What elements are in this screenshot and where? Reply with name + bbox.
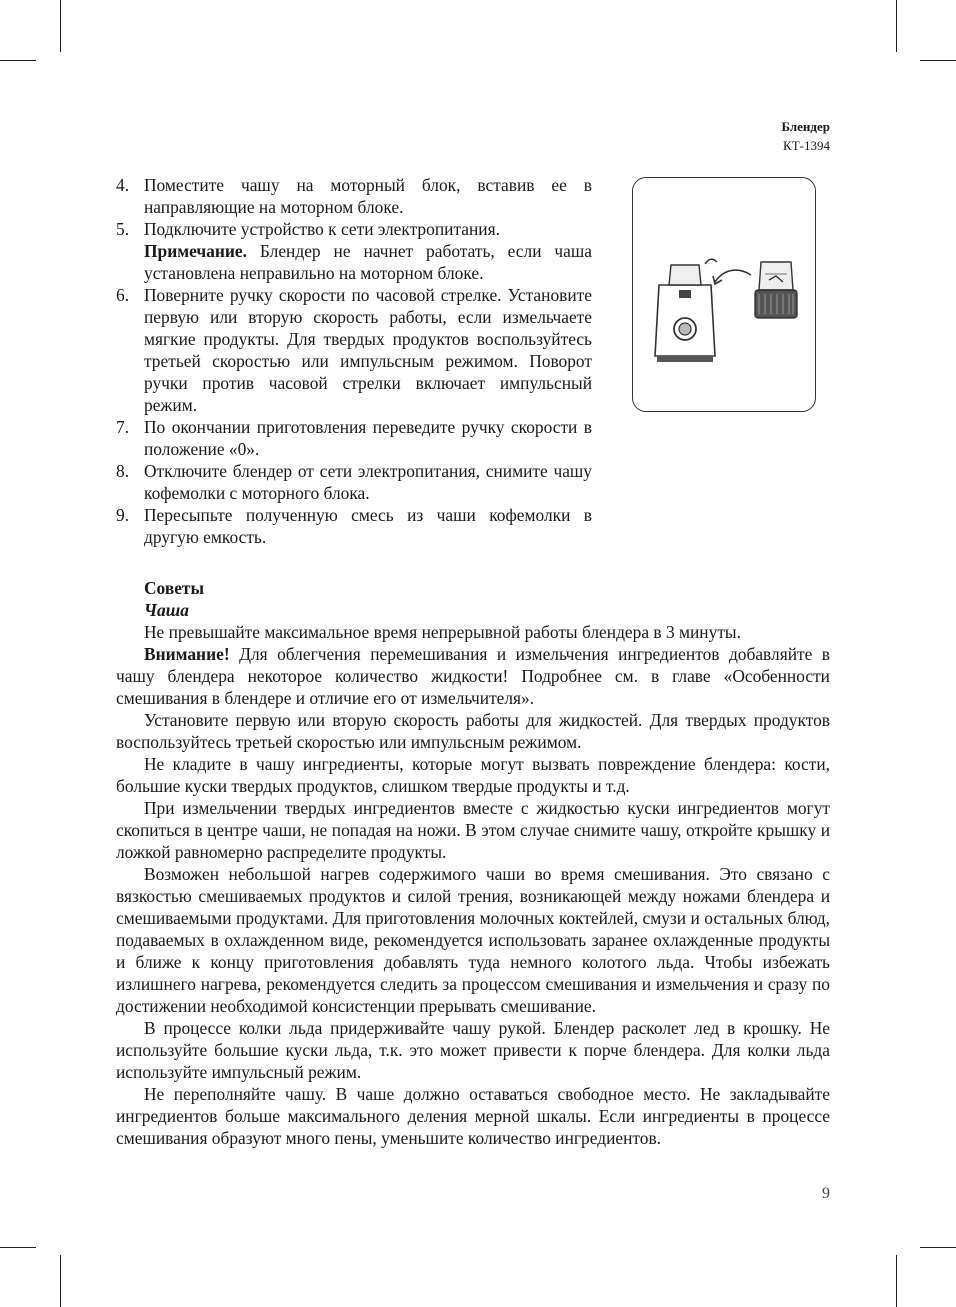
step-text: Подключите устройство к сети электропитания. bbox=[144, 219, 500, 239]
step-item bbox=[116, 218, 592, 284]
running-header bbox=[781, 117, 830, 155]
blender-illustration-frame bbox=[632, 177, 816, 412]
step-text: Отключите блендер от сети электропитания, снимите чашу кофемолки с моторного блока. bbox=[144, 461, 592, 503]
blender-grinder-icon bbox=[633, 178, 817, 413]
header-title: Блендер bbox=[781, 119, 830, 134]
step-note bbox=[144, 240, 592, 284]
step-item bbox=[116, 416, 592, 460]
section-heading: Советы bbox=[144, 578, 205, 598]
crop-mark bbox=[896, 0, 897, 52]
paragraph: Возможен небольшой нагрев содержимого чаши во время смешивания. Это связано с вязкостью смешиваемых продуктов и силой трения, возникающей между ножами блендера и смешиваемыми продуктами. Для приготовления молочных коктейлей, смузи и остальных блюд, подаваемых в охлажденном виде, рекомендуется использовать заранее охлажденные продукты и ближе к концу приготовления добавлять туда немного колотого льда. Чтобы избежать излишнего нагрева, рекомендуется следить за процессом смешивания и измельчения и сразу по достижении необходимой консистенции прерывать смешивание. bbox=[116, 864, 830, 1016]
crop-mark bbox=[896, 1255, 897, 1307]
paragraph bbox=[116, 643, 830, 709]
paragraph: Не кладите в чашу ингредиенты, которые могут вызвать повреждение блендера: кости, большие куски твердых продуктов, слишком твердые продукты и т.д. bbox=[116, 754, 830, 796]
step-number: 6. bbox=[116, 285, 130, 305]
tips-section bbox=[116, 577, 830, 1149]
header-model: КТ-1394 bbox=[783, 138, 830, 153]
paragraph: Не превышайте максимальное время непрерывной работы блендера в 3 минуты. bbox=[144, 622, 741, 642]
step-text: По окончании приготовления переведите ручку скорости в положение «0». bbox=[144, 417, 592, 459]
step-number: 7. bbox=[116, 417, 130, 437]
note-label: Примечание. bbox=[144, 241, 247, 261]
paragraph: В процессе колки льда придерживайте чашу рукой. Блендер расколет лед в крошку. Не используйте большие куски льда, т.к. это может привести к порче блендера. Для колки льда используйте импульсный режим. bbox=[116, 1018, 830, 1082]
step-number: 4. bbox=[116, 175, 130, 195]
step-item bbox=[116, 504, 592, 548]
step-number: 5. bbox=[116, 219, 130, 239]
instruction-steps bbox=[116, 174, 592, 548]
step-item bbox=[116, 460, 592, 504]
step-item bbox=[116, 174, 592, 218]
step-item bbox=[116, 284, 592, 416]
crop-mark bbox=[60, 1255, 61, 1307]
paragraph: При измельчении твердых ингредиентов вместе с жидкостью куски ингредиентов могут скопиться в центре чаши, не попадая на ножи. В этом случае снимите чашу, откройте крышку и ложкой равномерно распределите продукты. bbox=[116, 798, 830, 862]
crop-mark bbox=[0, 60, 36, 61]
warning-label: Внимание! bbox=[144, 644, 230, 664]
step-text: Поверните ручку скорости по часовой стрелке. Установите первую или вторую скорость работы, если измельчаете мягкие продукты. Для твердых продуктов воспользуйтесь третьей скоростью или импульсным режимом. Поворот ручки против часовой стрелки включает импульсный режим. bbox=[144, 285, 592, 415]
crop-mark bbox=[0, 1247, 36, 1248]
page-number: 9 bbox=[822, 1185, 830, 1202]
step-text: Пересыпьте полученную смесь из чаши кофемолки в другую емкость. bbox=[144, 505, 592, 547]
paragraph: Не переполняйте чашу. В чаше должно оставаться свободное место. Не закладывайте ингредиентов больше максимального деления мерной шкалы. Если ингредиенты в процессе смешивания образуют много пены, уменьшите количество ингредиентов. bbox=[116, 1084, 830, 1148]
step-number: 8. bbox=[116, 461, 130, 481]
crop-mark bbox=[920, 60, 956, 61]
section-subheading: Чаша bbox=[144, 600, 189, 620]
step-text: Поместите чашу на моторный блок, вставив ее в направляющие на моторном блоке. bbox=[144, 175, 592, 217]
crop-mark bbox=[60, 0, 61, 52]
step-number: 9. bbox=[116, 505, 130, 525]
warning-text: Для облегчения перемешивания и измельчения ингредиентов добавляйте в чашу блендера некоторое количество жидкости! Подробнее см. в главе «Особенности смешивания в блендере и отличие его от измельчителя». bbox=[116, 644, 830, 708]
crop-mark bbox=[920, 1247, 956, 1248]
paragraph: Установите первую или вторую скорость работы для жидкостей. Для твердых продуктов воспользуйтесь третьей скоростью или импульсным режимом. bbox=[116, 710, 830, 752]
note-text: Блендер не начнет работать, если чаша установлена неправильно на моторном блоке. bbox=[144, 241, 592, 283]
